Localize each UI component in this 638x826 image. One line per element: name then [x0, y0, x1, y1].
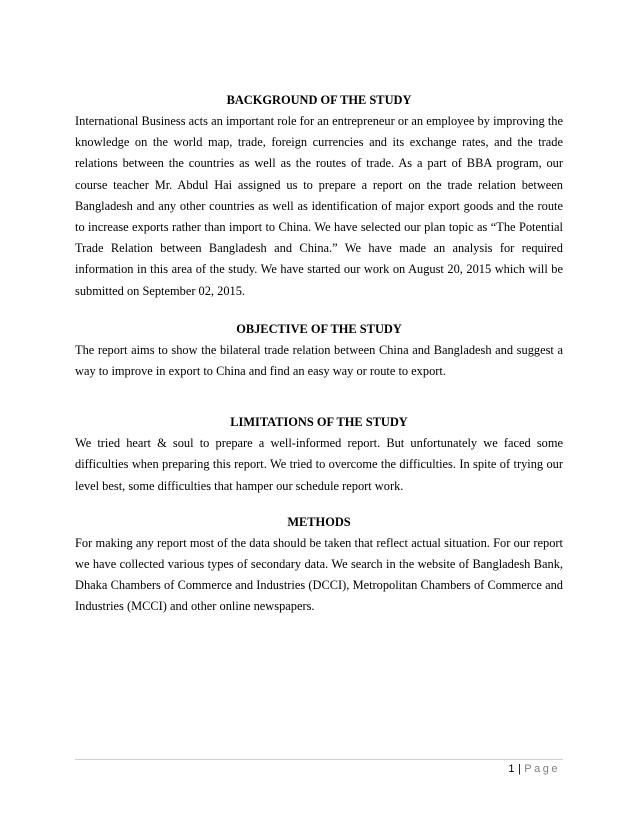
- section-body-limitations: We tried heart & soul to prepare a well-informed report. But unfortunately we faced some difficulties when preparing this report. We tried to overcome the difficulties. In spite of trying our level best, some difficulties that hamper our schedule report work.: [75, 436, 563, 493]
- section-body-background: International Business acts an important role for an entrepreneur or an employee by improving the knowledge on the world map, trade, foreign currencies and its exchange rates, and the trade relations between the countries as well as the routes of trade. As a part of BBA program, our course teacher Mr. Abdul Hai assigned us to prepare a report on the trade relation between Bangladesh and any other countries as well as identification of major export goods and the route to increase exports rather than import to China. We have selected our plan topic as “The Potential Trade Relation between Bangladesh and China.” We have made an analysis for required information in this area of the study. We have started our work on August 20, 2015 which will be submitted on September 02, 2015.: [75, 114, 563, 298]
- footer-divider: [75, 759, 563, 760]
- section-heading-methods: METHODS: [287, 514, 351, 529]
- page-number: 1: [508, 763, 515, 775]
- section-limitations: [75, 414, 563, 497]
- page-label: Page: [524, 763, 560, 775]
- page-content: [75, 92, 563, 618]
- section-body-methods: For making any report most of the data should be taken that reflect actual situation. For our report we have collected various types of secondary data. We search in the website of Bangladesh Bank, Dhaka Chambers of Commerce and Industries (DCCI), Metropolitan Chambers of Commerce and Industries (MCCI) and other online newspapers.: [75, 535, 563, 614]
- section-background: [75, 92, 563, 302]
- page-footer: [508, 763, 560, 775]
- section-body-objective: The report aims to show the bilateral trade relation between China and Bangladesh and suggest a way to improve in export to China and find an easy way or route to export.: [75, 342, 563, 379]
- section-heading-objective: OBJECTIVE OF THE STUDY: [236, 321, 402, 336]
- section-heading-limitations: LIMITATIONS OF THE STUDY: [230, 415, 408, 430]
- section-methods: [75, 514, 563, 618]
- section-objective: [75, 321, 563, 382]
- section-heading-background: BACKGROUND OF THE STUDY: [226, 93, 412, 107]
- footer-separator: |: [517, 763, 522, 775]
